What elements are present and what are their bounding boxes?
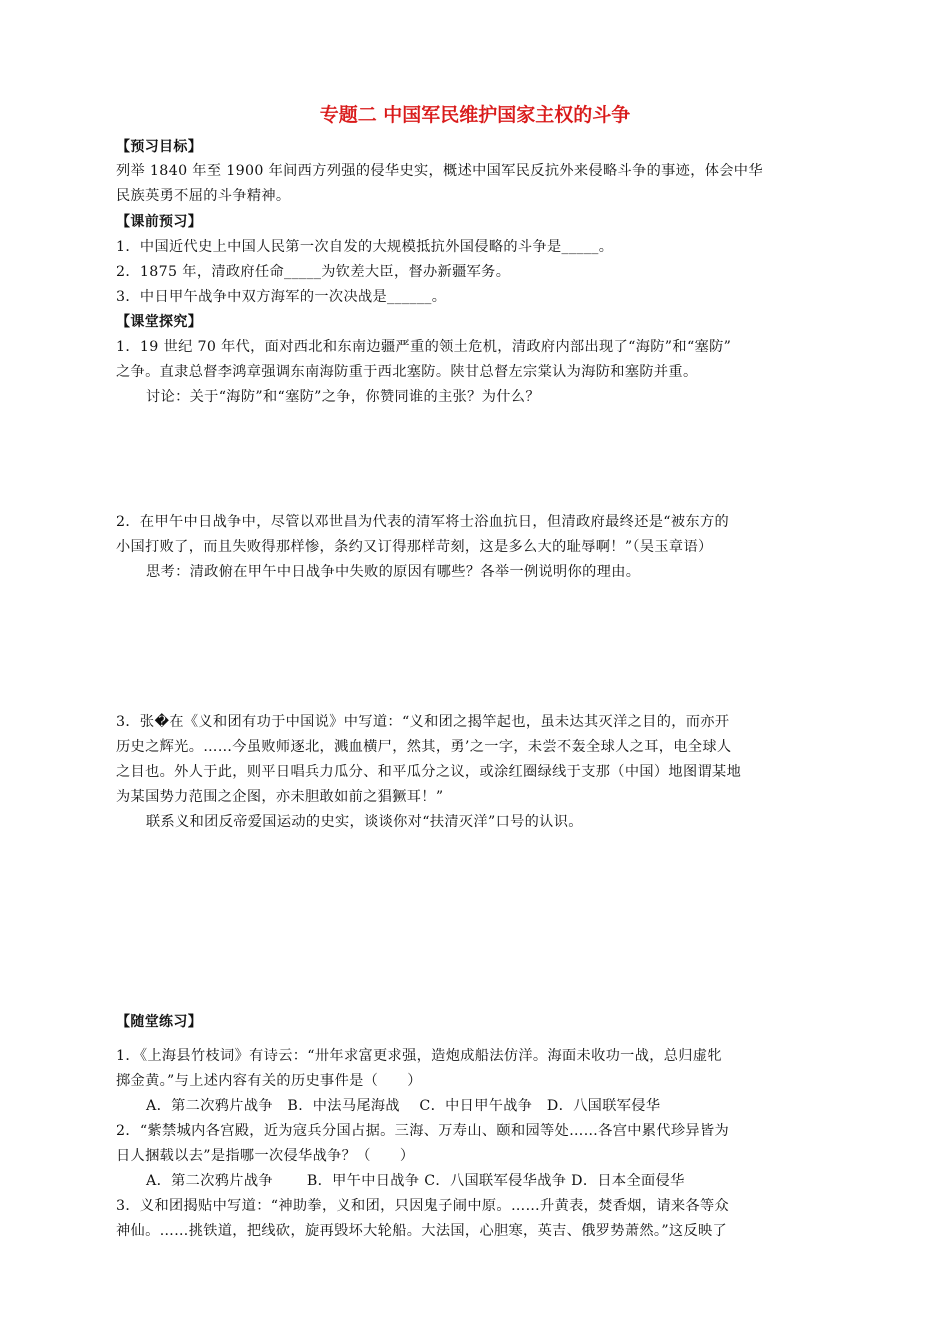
section-heading-explore: 【课堂探究】 <box>116 314 203 330</box>
explore-1-line: 1．19 世纪 70 年代，面对西北和东南边疆严重的领土危机，清政府内部出现了“海防”和“塞防” <box>116 339 732 355</box>
explore-2-line: 2．在甲午中日战争中，尽管以邓世昌为代表的清军将士浴血抗日，但清政府最终还是“被东方的 <box>116 514 730 530</box>
explore-2-line: 小国打败了，而且失败得那样惨，条约又订得那样苛刻，这是多么大的耻辱啊！”（吴玉章语） <box>116 539 713 555</box>
explore-3-line: 历史之辉光。……今虽败师逐北，溅血横尸，然其，勇’之一字，未尝不轰全球人之耳，电全球人 <box>116 739 732 755</box>
practice-1-line: 1．《上海县竹枝词》有诗云：“卅年求富更求强，造炮成船法仿洋。海面未收功一战，总归虚牝 <box>116 1048 722 1064</box>
explore-1-line: 之争。直隶总督李鸿章强调东南海防重于西北塞防。陕甘总督左宗棠认为海防和塞防并重。 <box>116 364 698 380</box>
explore-1-question: 讨论：关于“海防”和“塞防”之争，你赞同谁的主张？为什么？ <box>146 389 540 405</box>
practice-2-options: A．第二次鸦片战争 B．甲午中日战争 C．八国联军侵华战争 D．日本全面侵华 <box>146 1173 685 1189</box>
explore-3-line: 为某国势力范围之企图，亦未胆敢如前之猖獗耳！” <box>116 789 444 805</box>
section-heading-preview: 【课前预习】 <box>116 214 203 230</box>
explore-3-line: 3．张�在《义和团有功于中国说》中写道：“义和团之揭竿起也，虽未达其灭洋之目的，而亦开 <box>116 714 730 730</box>
goal-line: 民族英勇不屈的斗争精神。 <box>116 188 291 204</box>
practice-3-line: 神仙。……挑铁道，把线砍，旋再毁坏大轮船。大法国，心胆寒，英吉、俄罗势萧然。”这反映了 <box>116 1223 728 1239</box>
preview-item: 2．1875 年，清政府任命_____为钦差大臣，督办新疆军务。 <box>116 264 511 280</box>
explore-3-question: 联系义和团反帝爱国运动的史实，谈谈你对“扶清灭洋”口号的认识。 <box>146 814 583 830</box>
preview-item: 3．中日甲午战争中双方海军的一次决战是______。 <box>116 289 447 305</box>
practice-1-options: A．第二次鸦片战争 B．中法马尾海战 C．中日甲午战争 D．八国联军侵华 <box>146 1098 661 1114</box>
practice-3-line: 3．义和团揭贴中写道：“神助拳，义和团，只因鬼子闹中原。……升黄表，焚香烟，请来各等众 <box>116 1198 730 1214</box>
preview-item: 1．中国近代史上中国人民第一次自发的大规模抵抗外国侵略的斗争是_____。 <box>116 239 614 255</box>
section-heading-practice: 【随堂练习】 <box>116 1014 203 1030</box>
practice-2-line: 日人捆载以去”是指哪一次侵华战争？（ ） <box>116 1148 415 1164</box>
practice-2-line: 2．“紫禁城内各宫殿，近为寇兵分国占据。三海、万寿山、颐和园等处……各宫中累代珍异皆为 <box>116 1123 730 1139</box>
page-title: 专题二 中国军民维护国家主权的斗争 <box>319 104 631 126</box>
explore-2-question: 思考：清政俯在甲午中日战争中失败的原因有哪些？各举一例说明你的理由。 <box>146 564 641 580</box>
goal-line: 列举 1840 年至 1900 年间西方列强的侵华史实，概述中国军民反抗外来侵略斗争的事迹，体会中华 <box>116 163 763 179</box>
practice-1-line: 掷金黄。”与上述内容有关的历史事件是（ ） <box>116 1073 422 1089</box>
section-heading-goal: 【预习目标】 <box>116 139 203 155</box>
explore-3-line: 之目也。外人于此，则平日唱兵力瓜分、和平瓜分之议，或涂红圈绿线于支那（中国）地图谓某地 <box>116 764 742 780</box>
